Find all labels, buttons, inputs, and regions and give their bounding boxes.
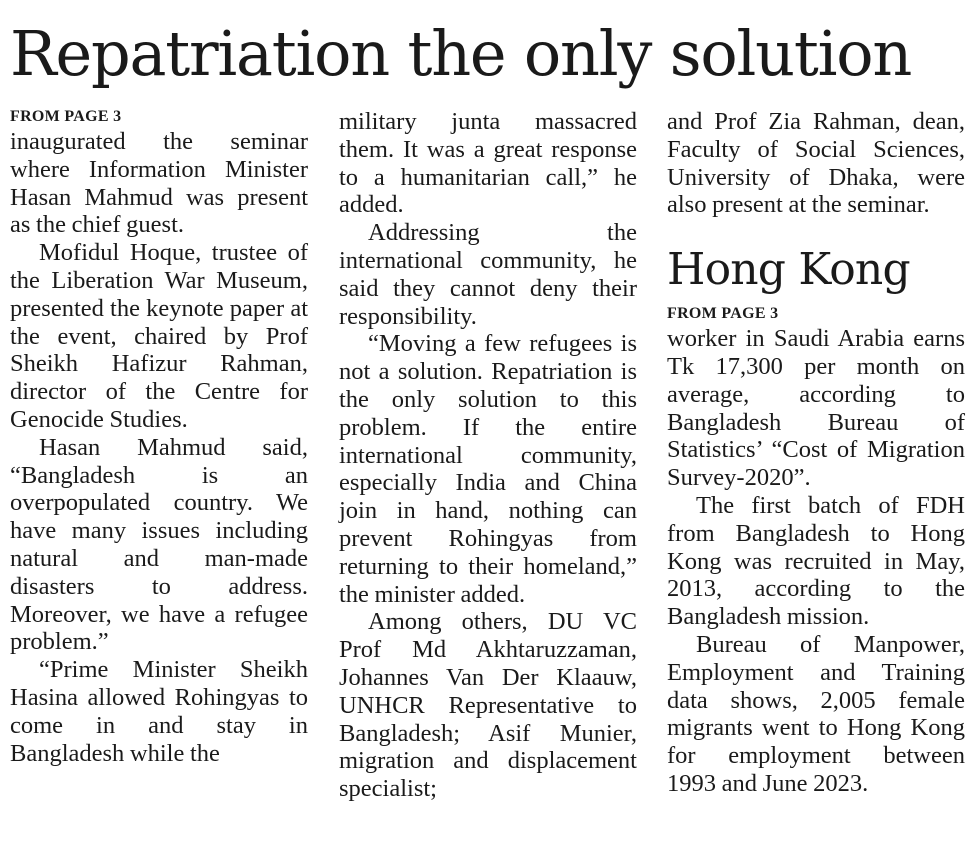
text-column-3	[667, 108, 965, 798]
body-paragraph: “Moving a few refugees is not a solution. Repatriation is the only solution to this problem. If the entire international community, especially India and China join in hand, nothing can prevent Rohingyas from returning to their homeland,” the minister added.	[339, 330, 637, 608]
body-paragraph: and Prof Zia Rahman, dean, Faculty of Social Sciences, University of Dhaka, were also present at the seminar.	[667, 108, 965, 219]
body-paragraph: The first batch of FDH from Bangladesh to Hong Kong was recruited in May, 2013, according to the Bangladesh mission.	[667, 491, 965, 631]
body-paragraph: military junta massacred them. It was a great response to a humanitarian call,” he added.	[339, 108, 637, 219]
body-paragraph: inaugurated the seminar where Information Minister Hasan Mahmud was present as the chief guest.	[10, 128, 308, 239]
continuation-kicker: FROM PAGE 3	[667, 305, 779, 323]
body-paragraph: Hasan Mahmud said, “Bangladesh is an overpopulated country. We have many issues including natural and man-made disasters to address. Moreover, we have a refugee problem.”	[10, 433, 308, 656]
text-column-2	[339, 108, 637, 803]
text-column-1	[10, 106, 308, 767]
article-headline: Repatriation the only solution	[10, 17, 912, 90]
continuation-kicker: FROM PAGE 3	[10, 108, 122, 125]
body-paragraph: Among others, DU VC Prof Md Akhtaruzzaman, Johannes Van Der Klaauw, UNHCR Representative to Bangladesh; Asif Munier, migration and displacement specialist;	[339, 608, 637, 803]
body-paragraph: “Prime Minister Sheikh Hasina allowed Rohingyas to come in and stay in Bangladesh while the	[10, 656, 308, 767]
body-paragraph: Mofidul Hoque, trustee of the Liberation War Museum, presented the keynote paper at the event, chaired by Prof Sheikh Hafizur Rahman, director of the Centre for Genocide Studies.	[10, 239, 308, 433]
body-paragraph: Bureau of Manpower, Employment and Training data shows, 2,005 female migrants went to Hong Kong for employment between 1993 and June 2023.	[667, 630, 965, 797]
article-headline-hong-kong: Hong Kong	[667, 244, 910, 296]
body-paragraph: worker in Saudi Arabia earns Tk 17,300 per month on average, according to Bangladesh Bureau of Statistics’ “Cost of Migration Survey-2020”.	[667, 325, 965, 492]
body-paragraph: Addressing the international community, he said they cannot deny their responsibility.	[339, 219, 637, 330]
